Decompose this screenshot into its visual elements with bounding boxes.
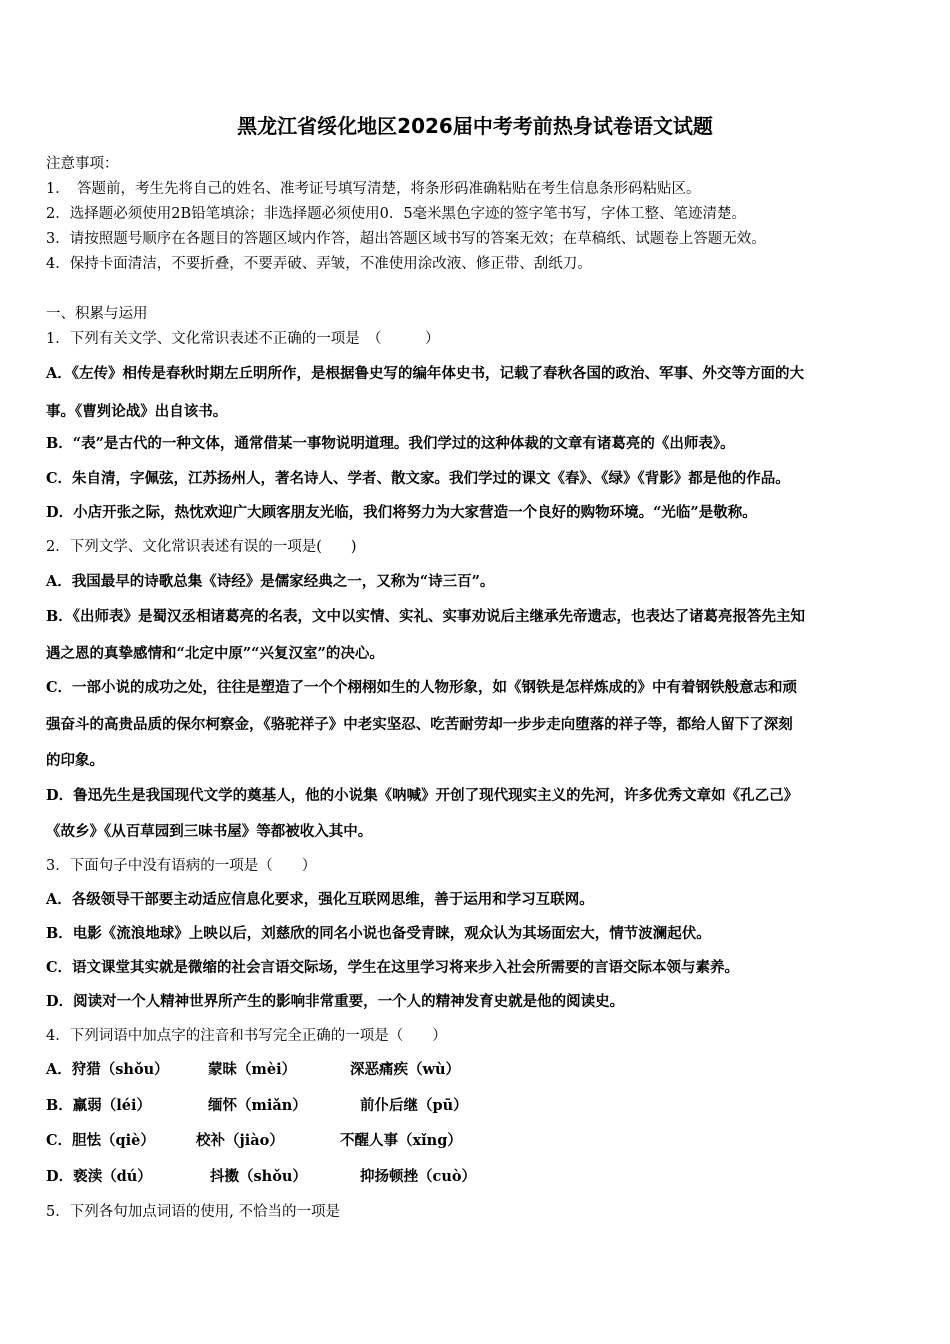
- q2-option-d: D．鲁迅先生是我国现代文学的奠基人，他的小说集《呐喊》开创了现代现实主义的先河，许多优秀文章如《孔乙己》: [46, 787, 799, 804]
- q4-option-a-word2: 蒙昧（mèi）: [208, 1061, 297, 1078]
- q3-option-b: B．电影《流浪地球》上映以后，刘慈欣的同名小说也备受青睐，观众认为其场面宏大，情节波澜起伏。: [46, 925, 711, 942]
- question-4-stem: 4．下列词语中加点字的注音和书写完全正确的一项是（ ）: [46, 1028, 447, 1044]
- q4-option-a: A．狩猎（shǒu）: [46, 1061, 169, 1078]
- q2-option-b: B．《出师表》是蜀汉丞相诸葛亮的名表，文中以实情、实礼、实事劝说后主继承先帝遗志，也表达了诸葛亮报答先主知: [46, 608, 806, 625]
- question-2-stem: 2．下列文学、文化常识表述有误的一项是( ): [46, 539, 357, 555]
- q3-option-c: C．语文课堂其实就是微缩的社会言语交际场，学生在这里学习将来步入社会所需要的言语交际本领与素养。: [46, 959, 740, 976]
- q4-option-d-word2: 抖擞（shǒu）: [210, 1168, 307, 1185]
- q1-option-b: B．“表”是古代的一种文体，通常借某一事物说明道理。我们学过的这种体裁的文章有诸葛亮的《出师表》。: [46, 435, 735, 452]
- notice-item: 2．选择题必须使用2B铅笔填涂；非选择题必须使用0．5毫米黑色字迹的签字笔书写，字体工整、笔迹清楚。: [46, 206, 747, 222]
- q3-option-a: A．各级领导干部要主动适应信息化要求，强化互联网思维，善于运用和学习互联网。: [46, 891, 594, 908]
- notice-item: 1． 答题前，考生先将自己的姓名、准考证号填写清楚，将条形码准确粘贴在考生信息条形码粘贴区。: [46, 181, 701, 197]
- q2-option-c-cont: 的印象。: [46, 752, 104, 769]
- q1-option-c: C．朱自清，字佩弦，江苏扬州人，著名诗人、学者、散文家。我们学过的课文《春》、《绿》《背影》都是他的作品。: [46, 470, 790, 487]
- q2-option-d-cont: 《故乡》《从百草园到三味书屋》等都被收入其中。: [46, 823, 373, 840]
- q4-option-b-word3: 前仆后继（pū）: [360, 1097, 468, 1114]
- q4-option-d-word3: 抑扬顿挫（cuò）: [360, 1168, 477, 1185]
- q4-option-b: B．羸弱（léi）: [46, 1097, 151, 1114]
- q4-option-b-word2: 缅怀（miǎn）: [208, 1097, 307, 1114]
- question-5-stem: 5．下列各句加点词语的使用, 不恰当的一项是: [46, 1204, 340, 1220]
- notice-item: 3．请按照题号顺序在各题目的答题区域内作答，超出答题区域书写的答案无效；在草稿纸、试题卷上答题无效。: [46, 231, 766, 247]
- question-1-stem: 1．下列有关文学、文化常识表述不正确的一项是 （ ）: [46, 331, 440, 347]
- q1-option-a-cont: 事。《曹刿论战》出自该书。: [46, 403, 228, 420]
- page-title: 黑龙江省绥化地区2026届中考考前热身试卷语文试题: [237, 114, 713, 138]
- q1-option-a: A．《左传》相传是春秋时期左丘明所作，是根据鲁史写的编年体史书，记载了春秋各国的政治、军事、外交等方面的大: [46, 365, 804, 382]
- notice-heading: 注意事项：: [46, 156, 119, 172]
- q2-option-b-cont: 遇之恩的真挚感情和“北定中原”“兴复汉室”的决心。: [46, 645, 384, 662]
- section-heading: 一、积累与运用: [46, 306, 148, 322]
- q4-option-c-word3: 不醒人事（xǐng）: [340, 1132, 462, 1149]
- notice-item: 4．保持卡面清洁，不要折叠，不要弄破、弄皱，不准使用涂改液、修正带、刮纸刀。: [46, 256, 592, 272]
- q3-option-d: D．阅读对一个人精神世界所产生的影响非常重要，一个人的精神发育史就是他的阅读史。: [46, 993, 625, 1010]
- q2-option-c: C．一部小说的成功之处，往往是塑造了一个个栩栩如生的人物形象，如《钢铁是怎样炼成的》中有着钢铁般意志和顽: [46, 679, 798, 696]
- q4-option-d: D．亵渎（dú）: [46, 1168, 152, 1185]
- q4-option-c: C．胆怯（qiè）: [46, 1132, 155, 1149]
- q4-option-c-word2: 校补（jiào）: [196, 1132, 284, 1149]
- q4-option-a-word3: 深恶痛疾（wù）: [350, 1061, 461, 1078]
- question-3-stem: 3．下面句子中没有语病的一项是（ ）: [46, 858, 317, 874]
- q1-option-d: D．小店开张之际，热忱欢迎广大顾客朋友光临，我们将努力为大家营造一个良好的购物环境。“光临”是敬称。: [46, 504, 757, 521]
- q2-option-c-cont: 强奋斗的高贵品质的保尔柯察金，《骆驼祥子》中老实坚忍、吃苦耐劳却一步步走向堕落的祥子等，都给人留下了深刻: [46, 716, 793, 733]
- q2-option-a: A．我国最早的诗歌总集《诗经》是儒家经典之一，又称为“诗三百”。: [46, 573, 495, 590]
